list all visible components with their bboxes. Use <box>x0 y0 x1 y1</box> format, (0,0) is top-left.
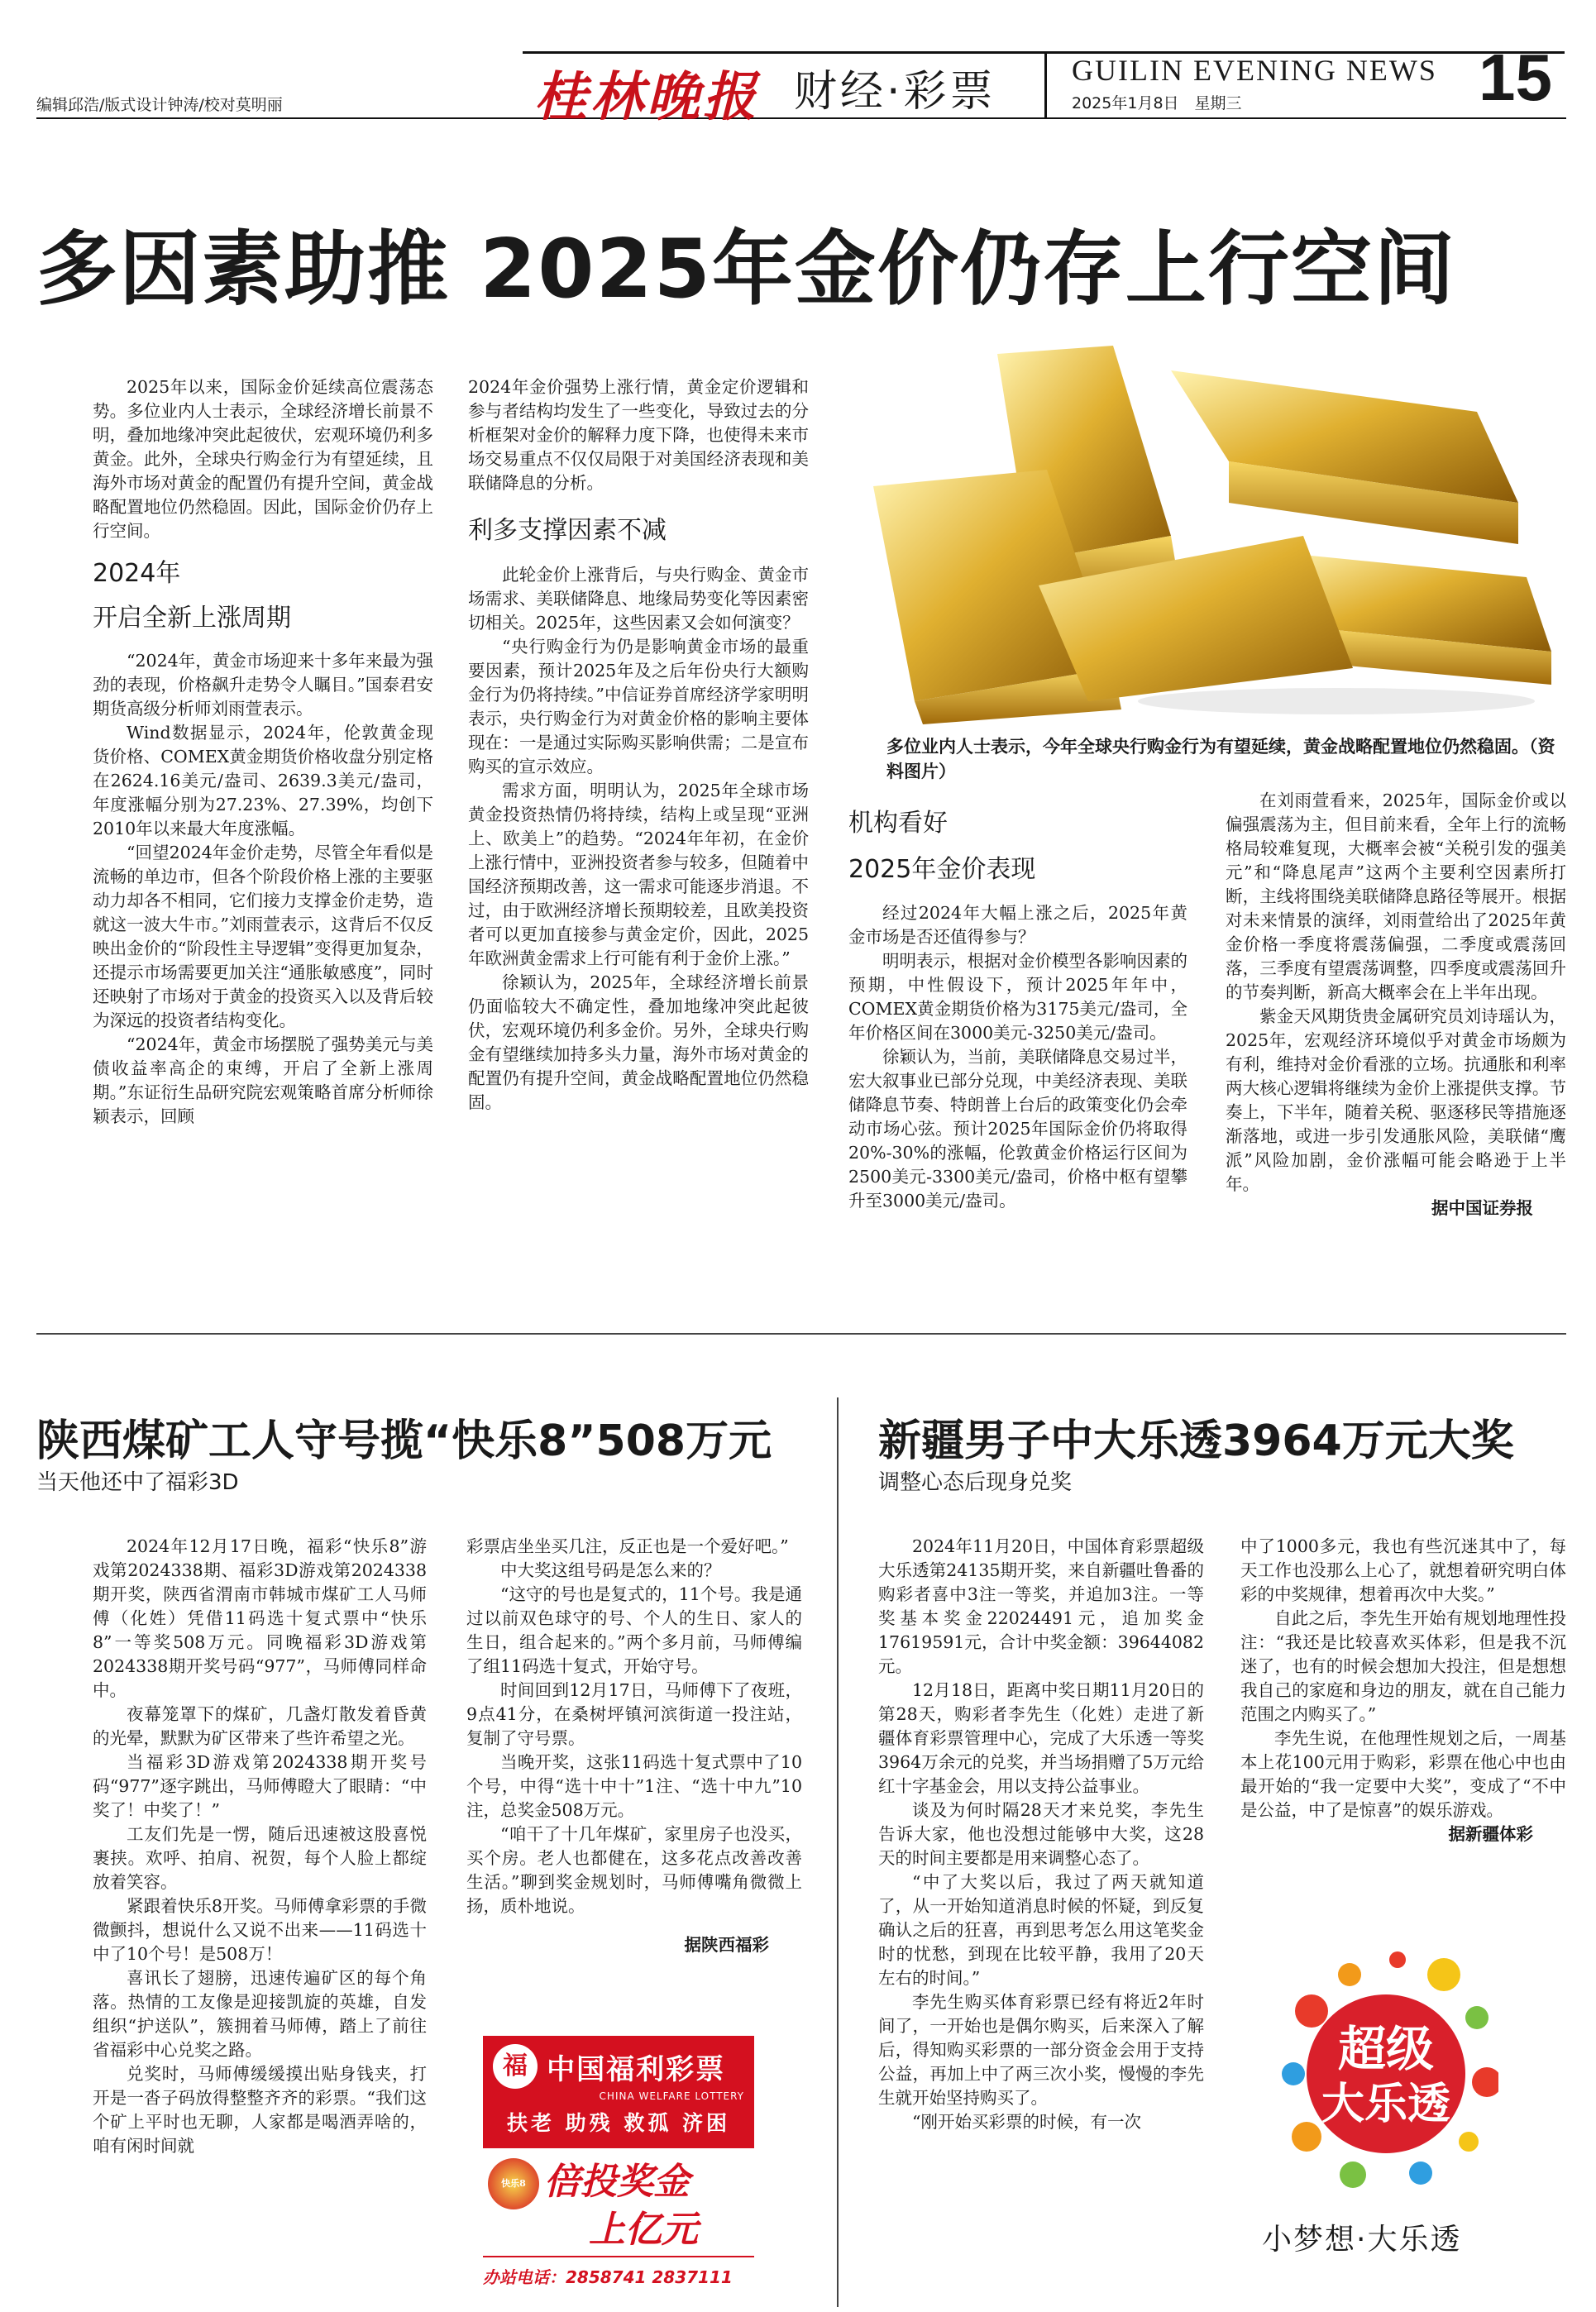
paragraph: “咱干了十几年煤矿，家里房子也没买，买个房。老人也都健在，这多花点改善改善生活。”聊到奖金规划时，马师傅嘴角微微上扬，质朴地说。 <box>466 1824 802 1916</box>
ad-brand: 中国福利彩票 <box>547 2052 726 2086</box>
paragraph: 明明表示，根据对金价模型各影响因素的预期，中性假设下，预计2025年年中，COMEX黄金期货价格为3175美元/盎司，全年价格区间在3000美元-3250美元/盎司。 <box>848 951 1187 1043</box>
source-credit: 据陕西福彩 <box>684 1935 769 1955</box>
subhead: 2024年 <box>93 559 181 588</box>
ad-big-text: 倍投奖金 <box>544 2161 690 2203</box>
paragraph: “这守的号也是复式的，11个号。我是通过以前双色球守的号、个人的生日、家人的生日，组合起来的。”两个多月前，马师傅编了组11码选十复式，开始守号。 <box>466 1584 802 1676</box>
lead-column-3 <box>848 800 1187 1213</box>
paragraph: 需求方面，明明认为，2025年全球市场黄金投资热情仍将持续，结构上或呈现“亚洲上、欧美上”的趋势。“2024年年初，在金价上涨行情中，亚洲投资者参与较多，但随着中国经济预期改善，这一需求可能逐步消退。不过，由于欧洲经济增长预期较差，且欧美投资者可以更加直接参与黄金定价，因此，2025年欧洲黄金需求上行可能有利于金价上涨。” <box>468 781 809 968</box>
subhead: 机构看好 <box>848 809 948 838</box>
source-credit: 据中国证券报 <box>1431 1198 1533 1218</box>
paragraph: 此轮金价上涨背后，与央行购金、黄金市场需求、美联储降息、地缘局势变化等因素密切相关。2025年，这些因素又会如何演变？ <box>468 565 809 633</box>
story-headline: 陕西煤矿工人守号揽“快乐8”508万元 <box>36 1416 772 1466</box>
story1-column-1 <box>93 1535 427 2158</box>
paragraph: “央行购金行为仍是影响黄金市场的最重要因素，预计2025年及之后年份央行大额购金行为仍将持续。”中信证券首席经济学家明明表示，央行购金行为对黄金价格的影响主要体现在：一是通过实际购买影响供需；二是宣布购买的宣示效应。 <box>468 637 809 776</box>
paragraph: 2024年11月20日，中国体育彩票超级大乐透第24135期开奖，来自新疆吐鲁番的购彩者喜中3注一等奖，并追加3注。一等奖基本奖金22024491元，追加奖金17619591元，合计中奖金额：39644082元。 <box>878 1536 1204 1676</box>
masthead-divider <box>1044 53 1047 117</box>
paper-logo: 桂林晚报 <box>534 66 759 128</box>
paragraph: 经过2024年大幅上涨之后，2025年黄金市场是否还值得参与？ <box>848 903 1187 947</box>
subhead: 开启全新上涨周期 <box>93 604 291 633</box>
paragraph: “2024年，黄金市场摆脱了强势美元与美债收益率高企的束缚，开启了全新上涨周期。”东证衍生品研究院宏观策略首席分析师徐颖表示，回顾 <box>93 1034 433 1126</box>
paragraph: 2025年以来，国际金价延续高位震荡态势。多位业内人士表示，全球经济增长前景不明，叠加地缘冲突此起彼伏，宏观环境仍利多黄金。此外，全球央行购金行为有望延续，且海外市场对黄金的配置仍有提升空间，黄金战略配置地位仍然稳固。因此，国际金价仍存上行空间。 <box>93 377 433 541</box>
paragraph: Wind数据显示，2024年，伦敦黄金现货价格、COMEX黄金期货价格收盘分别定格在2624.16美元/盎司、2639.3美元/盎司，年度涨幅分别为27.23%、27.39%，均创下2010年以来最大年度涨幅。 <box>93 723 433 838</box>
source-credit: 据新疆体彩 <box>1448 1824 1533 1844</box>
paragraph: 兑奖时，马师傅缓缓摸出贴身钱夹，打开是一沓子码放得整整齐齐的彩票。“我们这个矿上平时也无聊，人家都是喝酒弄啥的，咱有闲时间就 <box>93 2064 427 2156</box>
welfare-lottery-logo-icon: 福 <box>493 2044 538 2089</box>
lead-column-4 <box>1226 789 1566 1220</box>
story-subhead: 当天他还中了福彩3D <box>36 1470 239 1495</box>
column-divider <box>837 1397 839 2307</box>
paragraph: 2024年12月17日晚，福彩“快乐8”游戏第2024338期、福彩3D游戏第2024338期开奖，陕西省渭南市韩城市煤矿工人马师傅（化姓）凭借11码选十复式票中“快乐8”一等奖508万元。同晚福彩3D游戏第2024338期开奖号码“977”，马师傅同样命中。 <box>93 1536 427 1700</box>
editors-credit: 编辑邱浩/版式设计钟涛/校对莫明丽 <box>36 96 283 114</box>
paragraph: 紧跟着快乐8开奖。马师傅拿彩票的手微微颤抖，想说什么又说不出来——11码选十中了10个号！是508万！ <box>93 1896 427 1964</box>
lotto-slogan: 小梦想·大乐透 <box>1262 2223 1462 2257</box>
ad-phone: 办站电话：2858741 2837111 <box>483 2256 754 2288</box>
ad-body <box>483 2148 754 2256</box>
paragraph: 彩票店坐坐买几注，反正也是一个爱好吧。” <box>466 1536 789 1556</box>
paragraph: 喜讯长了翅膀，迅速传遍矿区的每个角落。热情的工友像是迎接凯旋的英雄，自发组织“护送队”，簇拥着马师傅，踏上了前往省福彩中心兑奖之路。 <box>93 1968 427 2060</box>
paragraph: 李先生说，在他理性规划之后，一周基本上花100元用于购彩，彩票在他心中也由最开始的“我一定要中大奖”，变成了“不中是公益，中了是惊喜”的娱乐游戏。 <box>1240 1728 1566 1820</box>
kl8-badge-icon: 快乐8 <box>488 2158 539 2209</box>
paragraph: “刚开始买彩票的时候，有一次 <box>912 2112 1141 2132</box>
gold-bars-image <box>840 337 1560 724</box>
paragraph: 2024年金价强势上涨行情，黄金定价逻辑和参与者结构均发生了一些变化，导致过去的分析框架对金价的解释力度下降，也使得未来市场交易重点不仅仅局限于对美国经济表现和美联储降息的分析。 <box>468 377 809 493</box>
subhead: 利多支撑因素不减 <box>468 516 667 545</box>
story-headline: 新疆男子中大乐透3964万元大奖 <box>878 1416 1514 1466</box>
paragraph: 时间回到12月17日，马师傅下了夜班，9点41分，在桑树坪镇河滨街道一投注站，复制了守号票。 <box>466 1680 802 1748</box>
lead-column-1 <box>93 375 433 1129</box>
paragraph: 12月18日，距离中奖日期11月20日的第28天，购彩者李先生（化姓）走进了新疆体育彩票管理中心，完成了大乐透一等奖3964万余元的兑奖，并当场捐赠了5万元给红十字基金会，用以支持公益事业。 <box>878 1680 1204 1796</box>
section-name: 财经·彩票 <box>794 67 996 117</box>
ad-slogan: 扶老 助残 救孤 济困 <box>506 2111 731 2135</box>
welfare-lottery-ad <box>483 2036 754 2294</box>
story1-column-2 <box>466 1535 802 1957</box>
paragraph: 紫金天风期货贵金属研究员刘诗瑶认为，2025年，宏观经济环境似乎对黄金市场颇为有利，维持对金价看涨的立场。抗通胀和利率两大核心逻辑将继续为金价上涨提供支撑。节奏上，下半年，随着关税、驱逐移民等措施逐渐落地，或进一步引发通胀风险，美联储“鹰派”风险加剧，金价涨幅可能会略逊于上半年。 <box>1226 1006 1566 1194</box>
super-lotto-logo <box>1273 1950 1498 2190</box>
paragraph: 谈及为何时隔28天才来兑奖，李先生告诉大家，他也没想过能够中大奖，这28天的时间主要都是用来调整心态了。 <box>878 1800 1204 1868</box>
issue-date: 2025年1月8日 星期三 <box>1072 94 1242 112</box>
paragraph: 中了1000多元，我也有些沉迷其中了，每天工作也没那么上心了，就想着研究明白体彩的中奖规律，想着再次中大奖。” <box>1240 1536 1566 1604</box>
lotto-logo-line2: 大乐透 <box>1321 2080 1451 2129</box>
paragraph: “2024年，黄金市场迎来十多年来最为强劲的表现，价格飙升走势令人瞩目。”国泰君安期货高级分析师刘雨萱表示。 <box>93 651 433 719</box>
paragraph: 徐颖认为，当前，美联储降息交易过半，宏大叙事业已部分兑现，中美经济表现、美联储降息节奏、特朗普上台后的政策变化仍会牵动市场心弦。预计2025年国际金价仍将取得20%-30%的涨幅，伦敦黄金价格运行区间为2500美元-3300美元/盎司，价格中枢有望攀升至3000美元/盎司。 <box>848 1047 1187 1211</box>
story-subhead: 调整心态后现身兑奖 <box>878 1470 1073 1495</box>
story2-column-1 <box>878 1535 1204 2134</box>
story2-column-2 <box>1240 1535 1566 1846</box>
paragraph: “中了大奖以后，我过了两天就知道了，从一开始知道消息时候的怀疑，到反复确认之后的狂喜，再到思考怎么用这笔奖金时的忧愁，到现在比较平静，我用了20天左右的时间。” <box>878 1872 1204 1988</box>
ad-brand-english: CHINA WELFARE LOTTERY <box>599 2090 744 2102</box>
image-caption: 多位业内人士表示，今年全球央行购金行为有望延续，黄金战略配置地位仍然稳固。（资料图片） <box>886 737 1555 781</box>
lead-headline: 多因素助推 2025年金价仍存上行空间 <box>36 222 1456 317</box>
paragraph: “回望2024年金价走势，尽管全年看似是流畅的单边市，但各个阶段价格上涨的主要驱动力却各不相同，它们接力支撑金价走势，造就这一波大牛市。”刘雨萱表示，这背后不仅反映出金价的“阶段性主导逻辑”变得更加复杂，还提示市场需要更加关注“通胀敏感度”，同时还映射了市场对于黄金的投资买入以及背后较为深远的投资者结构变化。 <box>93 843 433 1030</box>
paragraph: 当晚开奖，这张11码选十复式票中了10个号，中得“选十中十”1注、“选十中九”10注，总奖金508万元。 <box>466 1752 802 1820</box>
paragraph: 工友们先是一愣，随后迅速被这股喜悦裹挟。欢呼、拍肩、祝贺，每个人脸上都绽放着笑容。 <box>93 1824 427 1892</box>
ad-big-text: 上亿元 <box>589 2209 698 2251</box>
subhead: 2025年金价表现 <box>848 855 1036 884</box>
ad-header <box>483 2036 754 2148</box>
english-paper-name: GUILIN EVENING NEWS <box>1072 54 1437 87</box>
paragraph: 夜幕笼罩下的煤矿，几盏灯散发着昏黄的光晕，默默为矿区带来了些许希望之光。 <box>93 1704 427 1748</box>
paragraph: 中大奖这组号码是怎么来的？ <box>500 1560 721 1580</box>
paragraph: 李先生购买体育彩票已经有将近2年时间了，一开始也是偶尔购买，后来深入了解后，得知购买彩票的一部分资金会用于支持公益，再加上中了两三次小奖，慢慢的李先生就开始坚持购买了。 <box>878 1992 1204 2108</box>
paragraph: 当福彩3D游戏第2024338期开奖号码“977”逐字跳出，马师傅瞪大了眼睛：“中奖了！中奖了！” <box>93 1752 427 1820</box>
lotto-logo-line1: 超级 <box>1337 2021 1435 2077</box>
paragraph: 自此之后，李先生开始有规划地理性投注：“我还是比较喜欢买体彩，但是我不沉迷了，也有的时候会想加大投注，但是想想我自己的家庭和身边的朋友，就在自己能力范围之内购买了。” <box>1240 1608 1566 1724</box>
paragraph: 徐颖认为，2025年，全球经济增长前景仍面临较大不确定性，叠加地缘冲突此起彼伏，宏观环境仍利多金价。另外，全球央行购金有望继续加持多头力量，海外市场对黄金的配置仍有提升空间，黄金战略配置地位仍然稳固。 <box>468 972 809 1112</box>
lead-column-2 <box>468 375 809 1115</box>
section-divider <box>36 1333 1566 1335</box>
page-number: 15 <box>1479 41 1552 114</box>
paragraph: 在刘雨萱看来，2025年，国际金价或以偏强震荡为主，但目前来看，全年上行的流畅格局较难复现，大概率会被“关税引发的强美元”和“降息尾声”这两个主要利空因素所打断，主线将围绕美联储降息路径等展开。根据对未来情景的演绎，刘雨萱给出了2025年黄金价格一季度将震荡偏强，二季度或震荡回落，三季度有望震荡调整，四季度或震荡回升的节奏判断，新高大概率会在上半年出现。 <box>1226 791 1566 1002</box>
